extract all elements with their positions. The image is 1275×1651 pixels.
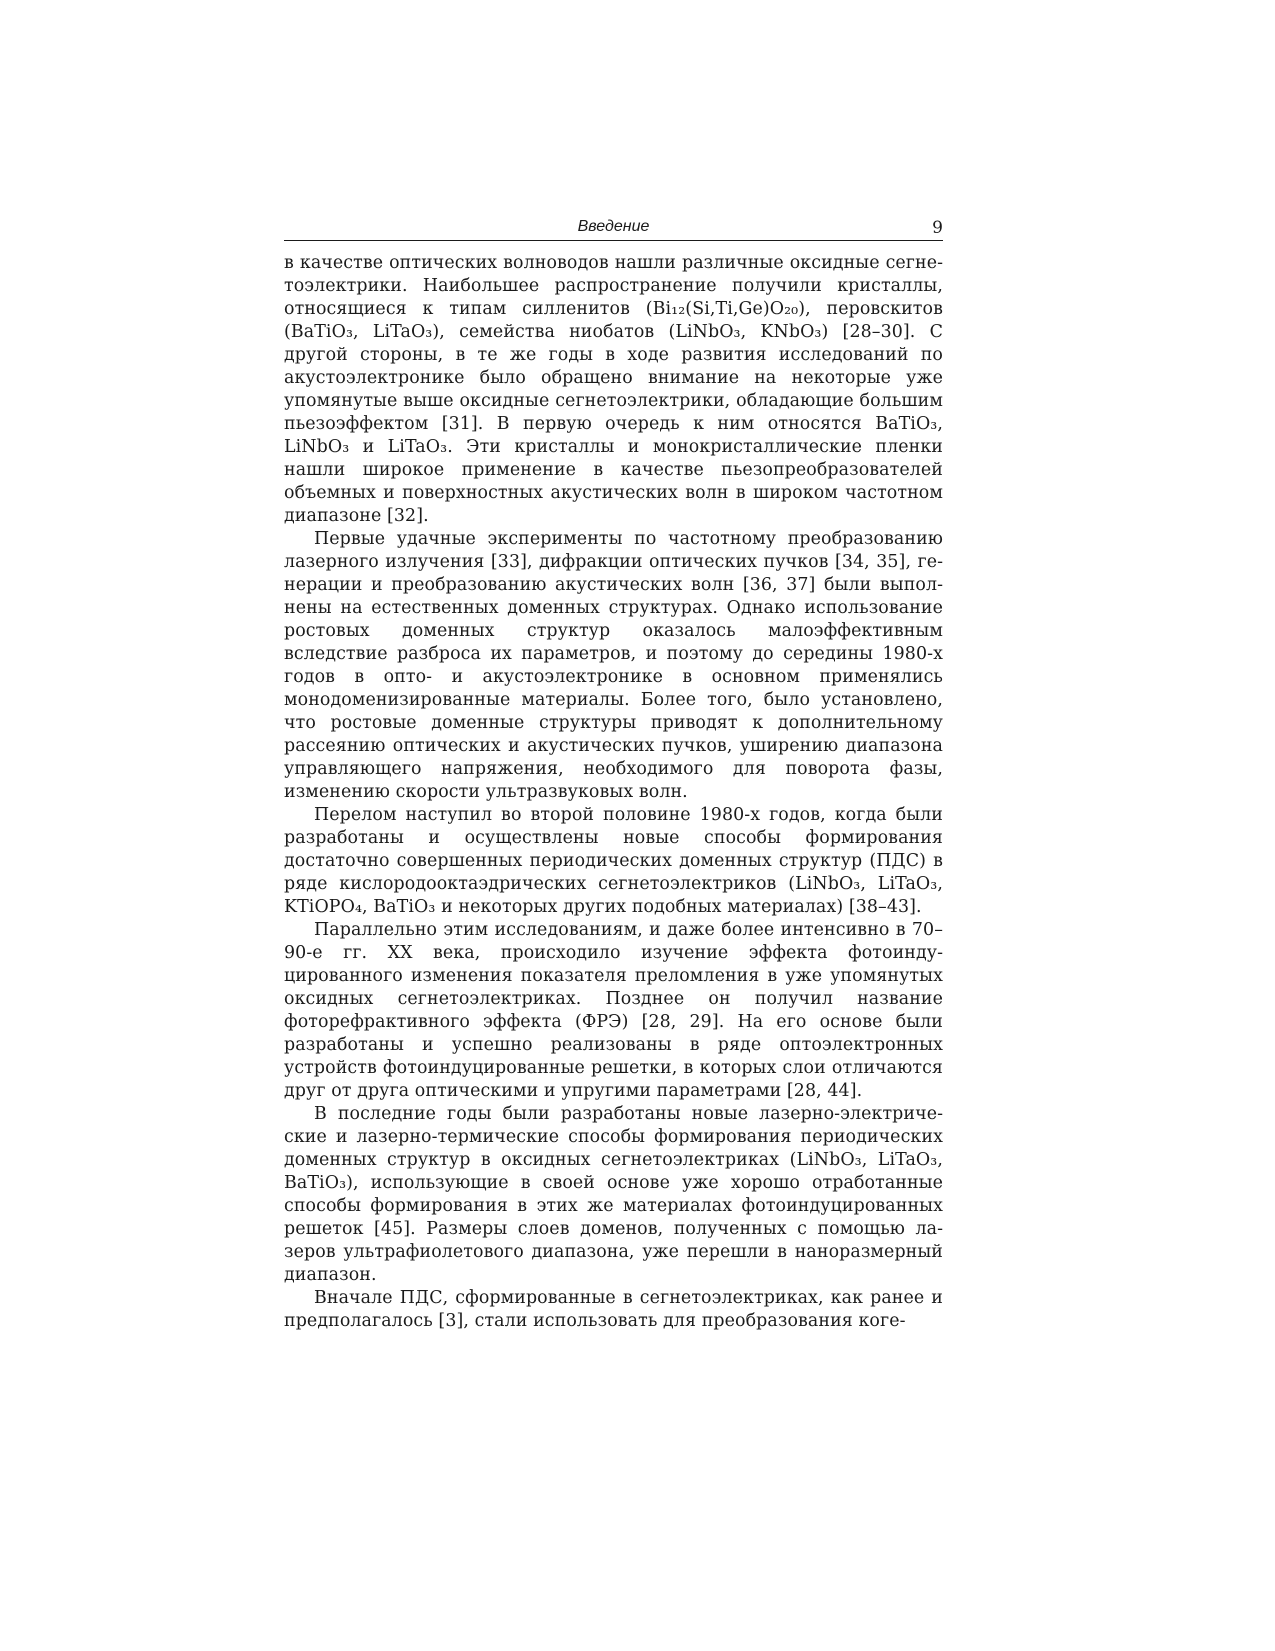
running-header	[284, 210, 943, 241]
body-text	[284, 252, 943, 1333]
paragraph-text: Вначале ПДС, сформированные в сегнетоэлектриках, как ранее и предполагалось [3], стали использовать для преобразования коге-	[284, 1288, 943, 1331]
page-number: 9	[932, 218, 943, 238]
paragraph	[284, 252, 943, 528]
paragraph	[284, 528, 943, 804]
paragraph-text: В последние годы были разработаны новые лазерно-электрические и лазерно-термические способы формирования периодических доменных структур в оксидных сегнетоэлектриках (LiNbO₃, LiTaO₃, BaTiO₃), использующие в своей основе уже хорошо отработанные способы формирования в этих же материалах фотоиндуцированных решеток [45]. Размеры слоев доменов, полученных с помощью лазеров ультрафиолетового диапазона, уже перешли в наноразмерный диапазон.	[284, 1104, 943, 1285]
paragraph	[284, 1287, 943, 1333]
paragraph-text: Первые удачные эксперименты по частотному преобразованию лазерного излучения [33], дифракции оптических пучков [34, 35], генерации и преобразованию акустических волн [36, 37] были выполнены на естественных доменных структурах. Однако использование ростовых доменных структур оказалось малоэффективным вследствие разброса их параметров, и поэтому до середины 1980-х годов в опто- и акустоэлектронике в основном применялись монодоменизированные материалы. Более того, было установлено, что ростовые доменные структуры приводят к дополнительному рассеянию оптических и акустических пучков, уширению диапазона управляющего напряжения, необходимого для поворота фазы, изменению скорости ультразвуковых волн.	[284, 529, 943, 802]
chapter-title: Введение	[577, 218, 650, 235]
book-page	[284, 210, 943, 1333]
paragraph	[284, 1103, 943, 1287]
paragraph	[284, 804, 943, 919]
paragraph-text: в качестве оптических волноводов нашли различные оксидные сегнетоэлектрики. Наибольшее распространение получили кристаллы, относящиеся к типам силленитов (Bi₁₂(Si,Ti,Ge)O₂₀), перовскитов (BaTiO₃, LiTaO₃), семейства ниобатов (LiNbO₃, KNbO₃) [28–30]. С другой стороны, в те же годы в ходе развития исследований по акустоэлектронике было обращено внимание на некоторые уже упомянутые выше оксидные сегнетоэлектрики, обладающие большим пьезоэффектом [31]. В первую очередь к ним относятся BaTiO₃, LiNbO₃ и LiTaO₃. Эти кристаллы и монокристаллические пленки нашли широкое применение в качестве пьезопреобразователей объемных и поверхностных акустических волн в широком частотном диапазоне [32].	[284, 253, 943, 526]
paragraph-text: Перелом наступил во второй половине 1980-х годов, когда были разработаны и осуществлены новые способы формирования достаточно совершенных периодических доменных структур (ПДС) в ряде кислородооктаэдрических сегнетоэлектриков (LiNbO₃, LiTaO₃, KTiOPO₄, BaTiO₃ и некоторых других подобных материалах) [38–43].	[284, 805, 943, 917]
paragraph	[284, 919, 943, 1103]
paragraph-text: Параллельно этим исследованиям, и даже более интенсивно в 70–90-е гг. XX века, происходило изучение эффекта фотоиндуцированного изменения показателя преломления в уже упомянутых оксидных сегнетоэлектриках. Позднее он получил название фоторефрактивного эффекта (ФРЭ) [28, 29]. На его основе были разработаны и успешно реализованы в ряде оптоэлектронных устройств фотоиндуцированные решетки, в которых слои отличаются друг от друга оптическими и упругими параметрами [28, 44].	[284, 920, 943, 1101]
